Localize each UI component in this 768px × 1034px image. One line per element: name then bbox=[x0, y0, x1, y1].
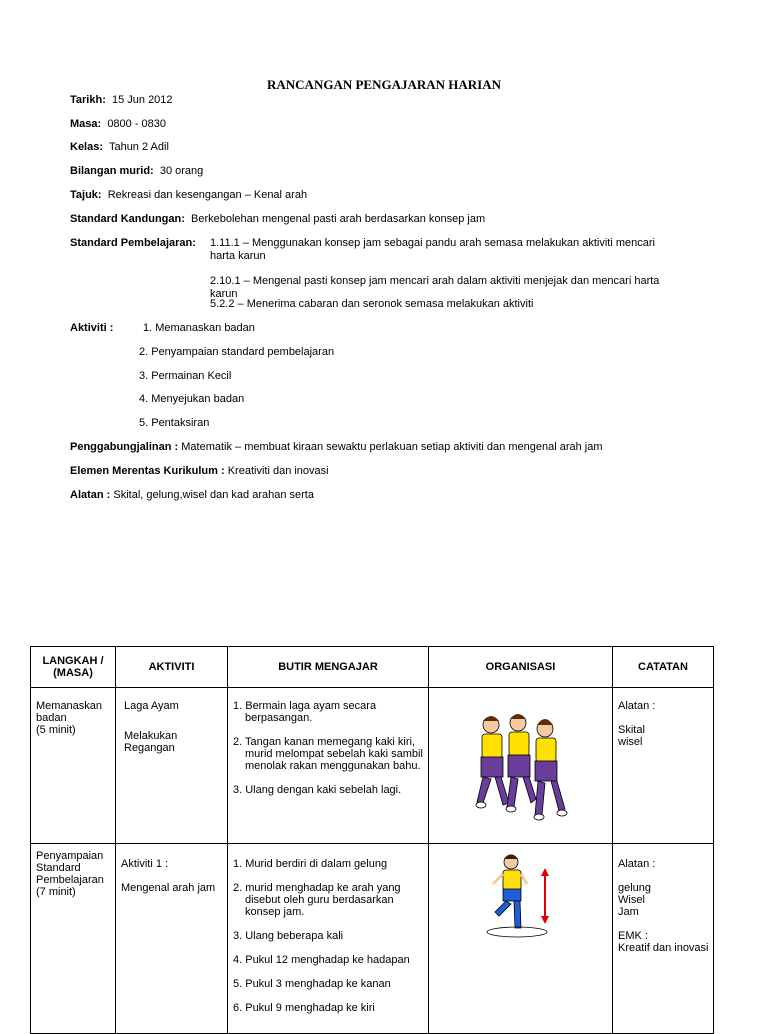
field-label: Standard Kandungan: bbox=[70, 213, 185, 225]
cell-line: Jam bbox=[618, 906, 639, 918]
cell-catatan bbox=[613, 688, 714, 844]
butir-item: 2. Tangan kanan memegang kaki kiri, murid melompat sebelah kaki sambil menolak rakan menggunakan bahu. bbox=[233, 736, 423, 772]
field-value: Berkebolehan mengenal pasti arah berdasarkan konsep jam bbox=[191, 213, 486, 225]
cell-butir bbox=[228, 844, 429, 1034]
header-langkah: LANGKAH / (MASA) bbox=[31, 647, 116, 688]
field-value: Rekreasi dan kesengangan – Kenal arah bbox=[107, 189, 308, 201]
cell-line: Melakukan bbox=[124, 730, 178, 742]
sp-item: 5.2.2 – Menerima cabaran dan seronok semasa melakukan aktiviti bbox=[210, 298, 534, 310]
header-aktiviti: AKTIVITI bbox=[116, 647, 228, 688]
cell-organisasi bbox=[429, 844, 613, 1034]
cell-line: Alatan : bbox=[618, 700, 656, 712]
cell-line: wisel bbox=[618, 736, 643, 748]
field-label: Tajuk: bbox=[70, 189, 102, 201]
field-value: Kreativiti dan inovasi bbox=[227, 465, 329, 477]
field-standard-pembelajaran-label bbox=[70, 237, 196, 250]
cell-line: Laga Ayam bbox=[124, 700, 179, 712]
field-label: Aktiviti : bbox=[70, 322, 114, 334]
field-label: Penggabungjalinan : bbox=[70, 441, 179, 453]
cell-butir bbox=[228, 688, 429, 844]
sp-item: 1.11.1 – Menggunakan konsep jam sebagai pandu arah semasa melakukan aktiviti mencari harta karun bbox=[210, 237, 655, 262]
butir-item: 1. Murid berdiri di dalam gelung bbox=[233, 858, 388, 870]
aktiviti-item: 2. Penyampaian standard pembelajaran bbox=[139, 346, 335, 358]
cell-line: Alatan : bbox=[618, 858, 656, 870]
field-label: Tarikh: bbox=[70, 94, 106, 106]
cell-line: Penyampaian bbox=[36, 850, 104, 862]
field-penggabungjalinan bbox=[70, 441, 603, 454]
butir-item: 1. Bermain laga ayam secara berpasangan. bbox=[233, 700, 377, 724]
cell-aktiviti bbox=[116, 688, 228, 844]
field-tarikh bbox=[70, 94, 173, 107]
lesson-table bbox=[30, 646, 714, 1034]
field-value: 30 orang bbox=[159, 165, 204, 177]
header-catatan: CATATAN bbox=[613, 647, 714, 688]
cell-line: gelung bbox=[618, 882, 652, 894]
field-value: 0800 - 0830 bbox=[107, 118, 167, 130]
field-label: Standard Pembelajaran: bbox=[70, 237, 196, 249]
cell-line: Memanaskan bbox=[36, 700, 103, 712]
field-emk bbox=[70, 465, 329, 478]
cell-line: (5 minit) bbox=[36, 724, 76, 736]
cell-organisasi bbox=[429, 688, 613, 844]
field-label: Bilangan murid: bbox=[70, 165, 154, 177]
page-title: RANCANGAN PENGAJARAN HARIAN bbox=[267, 77, 501, 92]
field-label: Masa: bbox=[70, 118, 102, 130]
field-aktiviti-label bbox=[70, 322, 113, 335]
cell-line: Skital bbox=[618, 724, 645, 736]
aktiviti-item: 1. Memanaskan badan bbox=[143, 322, 255, 334]
field-standard-kandungan bbox=[70, 213, 485, 226]
butir-item: 4. Pukul 12 menghadap ke hadapan bbox=[233, 954, 410, 966]
field-masa bbox=[70, 118, 166, 131]
cell-line: Aktiviti 1 : bbox=[121, 858, 169, 870]
cell-line: badan bbox=[36, 712, 67, 724]
field-bilangan bbox=[70, 165, 203, 178]
cell-line: Pembelajaran bbox=[36, 874, 104, 886]
field-value: Tahun 2 Adil bbox=[108, 141, 169, 153]
table-row bbox=[31, 688, 714, 844]
children-group-illustration bbox=[473, 707, 569, 825]
field-value: Skital, gelung,wisel dan kad arahan serta bbox=[113, 489, 314, 501]
butir-item: 3. Ulang dengan kaki sebelah lagi. bbox=[233, 784, 402, 796]
field-kelas bbox=[70, 141, 169, 154]
table-header-row bbox=[31, 647, 714, 688]
sp-item: 2.10.1 – Mengenal pasti konsep jam mencari arah dalam aktiviti menjejak dan mencari harta karun bbox=[210, 275, 660, 300]
cell-catatan bbox=[613, 844, 714, 1034]
cell-aktiviti bbox=[116, 844, 228, 1034]
cell-line: Regangan bbox=[124, 742, 175, 754]
cell-line: Wisel bbox=[618, 894, 645, 906]
field-alatan bbox=[70, 489, 314, 502]
field-label: Elemen Merentas Kurikulum : bbox=[70, 465, 225, 477]
aktiviti-item: 4. Menyejukan badan bbox=[139, 393, 245, 405]
cell-line: Mengenal arah jam bbox=[121, 882, 216, 894]
cell-line: Standard bbox=[36, 862, 81, 874]
butir-item: 2. murid menghadap ke arah yang disebut oleh guru berdasarkan konsep jam. bbox=[233, 882, 401, 918]
table-row bbox=[31, 844, 714, 1034]
aktiviti-item: 5. Pentaksiran bbox=[139, 417, 210, 429]
field-label: Kelas: bbox=[70, 141, 104, 153]
field-label: Alatan : bbox=[70, 489, 111, 501]
butir-item: 5. Pukul 3 menghadap ke kanan bbox=[233, 978, 391, 990]
header-organisasi: ORGANISASI bbox=[429, 647, 613, 688]
aktiviti-item: 3. Permainan Kecil bbox=[139, 370, 232, 382]
cell-line: (7 minit) bbox=[36, 886, 76, 898]
header-butir: BUTIR MENGAJAR bbox=[228, 647, 429, 688]
butir-item: 6. Pukul 9 menghadap ke kiri bbox=[233, 1002, 375, 1014]
field-value: Matematik – membuat kiraan sewaktu perlakuan setiap aktiviti dan mengenal arah jam bbox=[181, 441, 603, 453]
child-hoop-illustration bbox=[481, 850, 561, 942]
cell-line: EMK : bbox=[618, 930, 648, 942]
cell-langkah bbox=[31, 844, 116, 1034]
cell-langkah bbox=[31, 688, 116, 844]
butir-item: 3. Ulang beberapa kali bbox=[233, 930, 344, 942]
field-value: 15 Jun 2012 bbox=[111, 94, 173, 106]
field-tajuk bbox=[70, 189, 307, 202]
cell-line: Kreatif dan inovasi bbox=[618, 942, 709, 954]
